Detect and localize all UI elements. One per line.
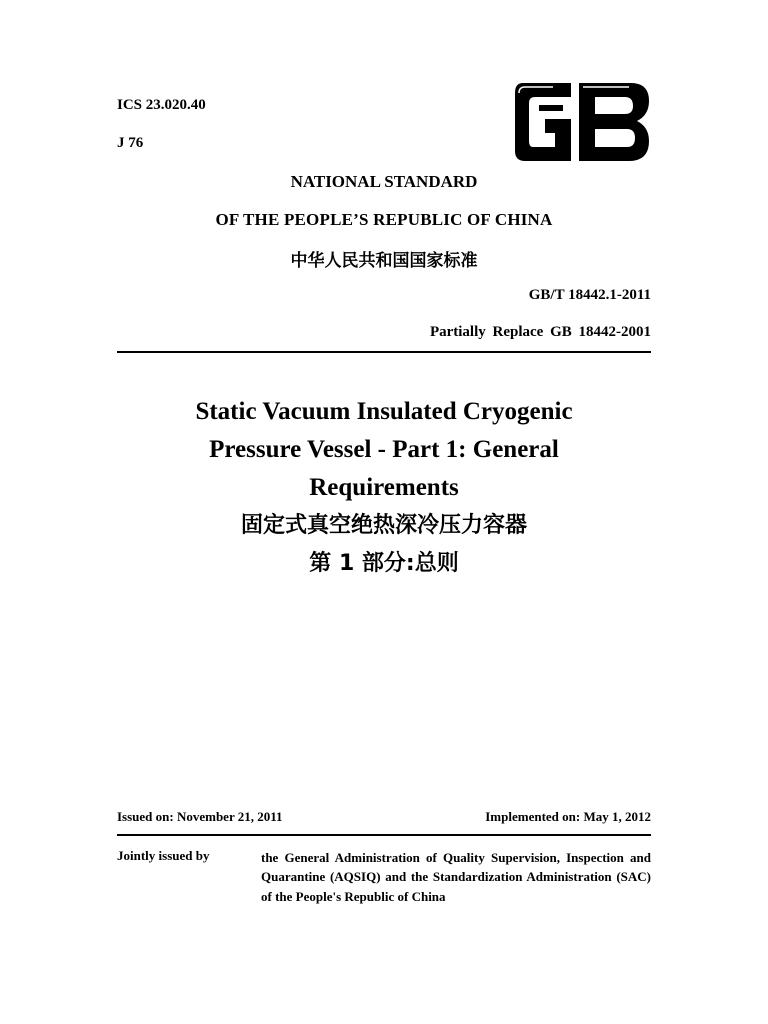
standard-number: GB/T 18442.1-2011	[528, 287, 651, 303]
chinese-standard-heading: 中华人民共和国国家标准	[290, 251, 478, 271]
title-zh-line-2: 第 1 部分:总则	[309, 551, 459, 576]
prc-heading: OF THE PEOPLE’S REPUBLIC OF CHINA	[215, 210, 553, 229]
replace-note: Partially Replace GB 18442-2001	[429, 324, 651, 340]
national-standard-heading: NATIONAL STANDARD	[290, 172, 478, 191]
bottom-divider	[117, 834, 651, 836]
top-divider	[117, 351, 651, 353]
jointly-issued-label: Jointly issued by	[117, 848, 210, 863]
issued-date: Issued on: November 21, 2011	[117, 809, 283, 824]
issuer-text: the General Administration of Quality Supervision, Inspection and Quarantine (AQSIQ) and the Standardization Administration (SAC) of the People's Republic of China	[261, 850, 651, 904]
title-en-line-1: Static Vacuum Insulated Cryogenic	[195, 398, 573, 425]
title-en-line-3: Requirements	[309, 474, 459, 501]
gb-logo	[513, 81, 651, 163]
implemented-date: Implemented on: May 1, 2012	[485, 809, 651, 824]
title-en-line-2: Pressure Vessel - Part 1: General	[209, 436, 559, 463]
j-code: J 76	[117, 135, 144, 151]
ics-code: ICS 23.020.40	[117, 97, 206, 113]
title-zh-line-1: 固定式真空绝热深冷压力容器	[240, 513, 527, 538]
